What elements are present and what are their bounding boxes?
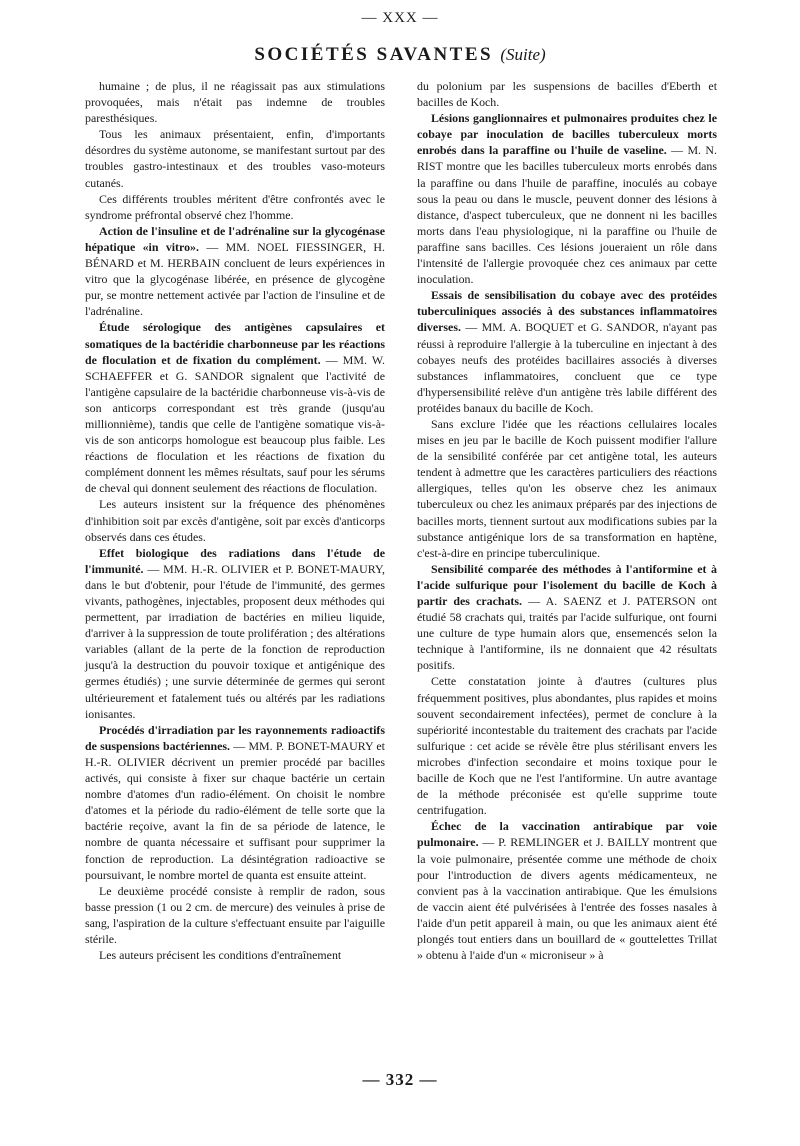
paragraph xyxy=(85,947,385,963)
paragraph-heading: Lésions ganglionnaires et pulmonaires produites chez le cobaye par inoculation de bacilles tuberculeux morts enrobés dans la paraffine ou l'huile de vaseline. xyxy=(417,111,717,158)
paragraph xyxy=(85,722,385,883)
paragraph-text: Sans exclure l'idée que les réactions cellulaires locales mises en jeu par le bacille de Koch puissent modifier l'allure de la sensibilité conférée par cet antigène total, les auteurs tendent à admettre que les caractères particuliers des réactions allergiques, telles qu'on les observe chez les animaux tuberculeux ou chez les animaux préparés par des injections de bacilles morts, tiennent surtout aux modifications subies par la substance antigénique lors de sa transformation en haptène, c'est-à-dire en principe tuberculinique. xyxy=(417,416,717,560)
paragraph-text: — M. N. RIST montre que les bacilles tuberculeux morts enrobés dans la paraffine ou dans l'huile de paraffine, inoculés au cobaye sous la peau ou dans le muscle, peuvent donner des lésions à distance, d'aspect tuberculeux, que ne donnent ni les bacilles morts dans l'eau physiologique, ni la paraffine ou l'huile de paraffine sans bacilles. Ces lésions joueraient un rôle dans l'intensité de l'allergie provoquée chez ces animaux par cette inoculation. xyxy=(417,143,717,287)
paragraph-text: Les auteurs précisent les conditions d'entraînement xyxy=(99,948,342,963)
paragraph-text: — MM. W. SCHAEFFER et G. SANDOR signalent que l'activité de l'antigène capsulaire de la bactéridie charbonneuse vis-à-vis de son anticorps correspondant est très grande (jusqu'au millionnième), tandis que celle de l'antigène somatique vis-à-vis de son anticorps homologue est beaucoup plus faible. Les réactions de floculation et les réactions de fixation du complément donnent les mêmes résultats, sauf pour les sérums de cheval qui donnent seulement des réactions de floculation. xyxy=(85,352,385,496)
paragraph-text: — MM. P. BONET-MAURY et H.-R. OLIVIER décrivent un premier procédé par bacilles activés, qui consiste à fixer sur chaque bactérie un certain nombre d'atomes d'un radio-élément. On choisit le nombre d'atomes et la période du radio-élément de telle sorte que la bactérie reçoive, avant la fin de sa période de latence, le nombre de quanta nécessaire et suffisant pour supprimer la fonction de reproduction. La désintégration radioactive se poursuivant, le nombre mortel de quanta est ensuite atteint. xyxy=(85,738,385,882)
paragraph xyxy=(85,545,385,722)
paragraph-text: Le deuxième procédé consiste à remplir de radon, sous basse pression (1 ou 2 cm. de mercure) des veinules à prise de sang, l'aspiration de la culture s'effectuant ensuite par l'aiguille stérile. xyxy=(85,883,385,946)
paragraph xyxy=(417,416,717,561)
paragraph-heading: Essais de sensibilisation du cobaye avec des protéides tuberculiniques associés à des substances inflammatoires diverses. xyxy=(417,288,717,335)
paragraph-heading: Action de l'insuline et de l'adrénaline sur la glycogénase hépatique «in vitro». xyxy=(85,223,385,254)
paragraph xyxy=(85,191,385,223)
paragraph xyxy=(85,126,385,190)
paragraph-text: Tous les animaux présentaient, enfin, d'importants désordres du système autonome, se manifestant surtout par des troubles gastro-intestinaux et des troubles vaso-moteurs cutanés. xyxy=(85,127,385,190)
paragraph xyxy=(417,673,717,818)
paragraph-text: — A. SAENZ et J. PATERSON ont étudié 58 crachats qui, traités par l'acide sulfurique, ont fourni une culture de type humain alors que, ensemencés selon la technique à l'antiformine, ils ne donnaient que 42 résultats positifs. xyxy=(417,594,717,673)
paragraph xyxy=(417,561,717,674)
paragraph-text: humaine ; de plus, il ne réagissait pas aux stimulations provoquées, mais n'était pas indemne de troubles paresthésiques. xyxy=(85,79,385,126)
page-roman-number: — XXX — xyxy=(361,10,439,26)
paragraph-text: du polonium par les suspensions de bacilles d'Eberth et bacilles de Koch. xyxy=(417,79,717,110)
paragraph-text: Cette constatation jointe à d'autres (cultures plus fréquemment positives, plus abondantes, plus rapides et moins souvent secondairement infectées), permet de conclure à la supériorité incontestable du traitement des crachats par l'acide sulfurique : cet acide se révèle être plus stérilisant envers les microbes d'infection secondaire et moins toxique pour le bacille de Koch que ne l'est l'antiformine. Un autre avantage de la méthode préconisée est qu'elle supprime toute centrifugation. xyxy=(417,674,717,818)
paragraph xyxy=(85,319,385,496)
paragraph-heading: Sensibilité comparée des méthodes à l'antiformine et à l'acide sulfurique pour l'isolement du bacille de Koch à partir des crachats. xyxy=(417,561,717,608)
page-number: — 332 — xyxy=(362,1070,438,1089)
paragraph-text: Les auteurs insistent sur la fréquence des phénomènes d'inhibition soit par excès d'antigène, soit par excès d'anticorps observés dans ces études. xyxy=(85,497,385,544)
paragraph xyxy=(85,496,385,544)
paragraph xyxy=(417,110,717,287)
left-column xyxy=(85,78,385,963)
title-suite: (Suite) xyxy=(500,45,546,64)
paragraph-text: — MM. H.-R. OLIVIER et P. BONET-MAURY, dans le but d'obtenir, pour l'étude de l'immunité, des germes vivants, pathogènes, injectables, proposent deux méthodes qui permettent, par irradiation de bactéries en milieu liquide, d'arriver à la suppression de toute prolifération ; des altérations variables (allant de la perte de la fonction de reproduction jusqu'à la destruction du pouvoir toxique et antigénique des germes étudiés) ; une survie déterminée de germes qui seront ultérieurement et fatalement tués ou altérés par les radiations ionisantes. xyxy=(85,561,385,721)
paragraph xyxy=(417,818,717,963)
paragraph-text: — P. REMLINGER et J. BAILLY montrent que la voie pulmonaire, présentée comme une méthode de choix pour l'introduction de divers agents médicamenteux, ne convient pas à la vaccination antirabique. Que les émulsions de vaccin aient été pulvérisées à l'entrée des fosses nasales à l'aide d'un petit appareil à main, ou que les animaux aient été plongés tout entiers dans un bouillard de « gouttelettes Trillat » obtenu à l'aide d'un « microniseur » à xyxy=(417,835,717,963)
paragraph-text: — MM. A. BOQUET et G. SANDOR, n'ayant pas réussi à reproduire l'allergie à la tuberculine en injectant à des cobayes neufs des protéides bacillaires associés à diverses substances inflammatoires, concluent que ce type d'hypersensibilité relève d'un antigène très labile différent des protéides banaux du bacille de Koch. xyxy=(417,320,717,415)
paragraph xyxy=(85,78,385,126)
paragraph-text: — MM. NOEL FIESSINGER, H. BÉNARD et M. HERBAIN concluent de leurs expériences in vitro que la glycogénase libérée, en présence de glycogène pur, se montre nettement activée par l'action de l'insuline et de l'adrénaline. xyxy=(85,239,385,319)
paragraph-heading: Échec de la vaccination antirabique par voie pulmonaire. xyxy=(417,819,717,850)
paragraph xyxy=(417,287,717,416)
paragraph-text: Ces différents troubles méritent d'être confrontés avec le syndrome préfrontal observé chez l'homme. xyxy=(85,191,385,222)
paragraph-heading: Procédés d'irradiation par les rayonnements radioactifs de suspensions bactériennes. xyxy=(85,722,385,753)
title-text: SOCIÉTÉS SAVANTES xyxy=(254,44,494,65)
paragraph-heading: Effet biologique des radiations dans l'étude de l'immunité. xyxy=(85,545,385,576)
paragraph xyxy=(417,78,717,110)
page-title xyxy=(0,44,800,66)
paragraph xyxy=(85,223,385,320)
paragraph xyxy=(85,883,385,947)
paragraph-heading: Étude sérologique des antigènes capsulaires et somatiques de la bactéridie charbonneuse par les réactions de floculation et de fixation du complément. xyxy=(85,320,385,367)
right-column xyxy=(417,78,717,963)
